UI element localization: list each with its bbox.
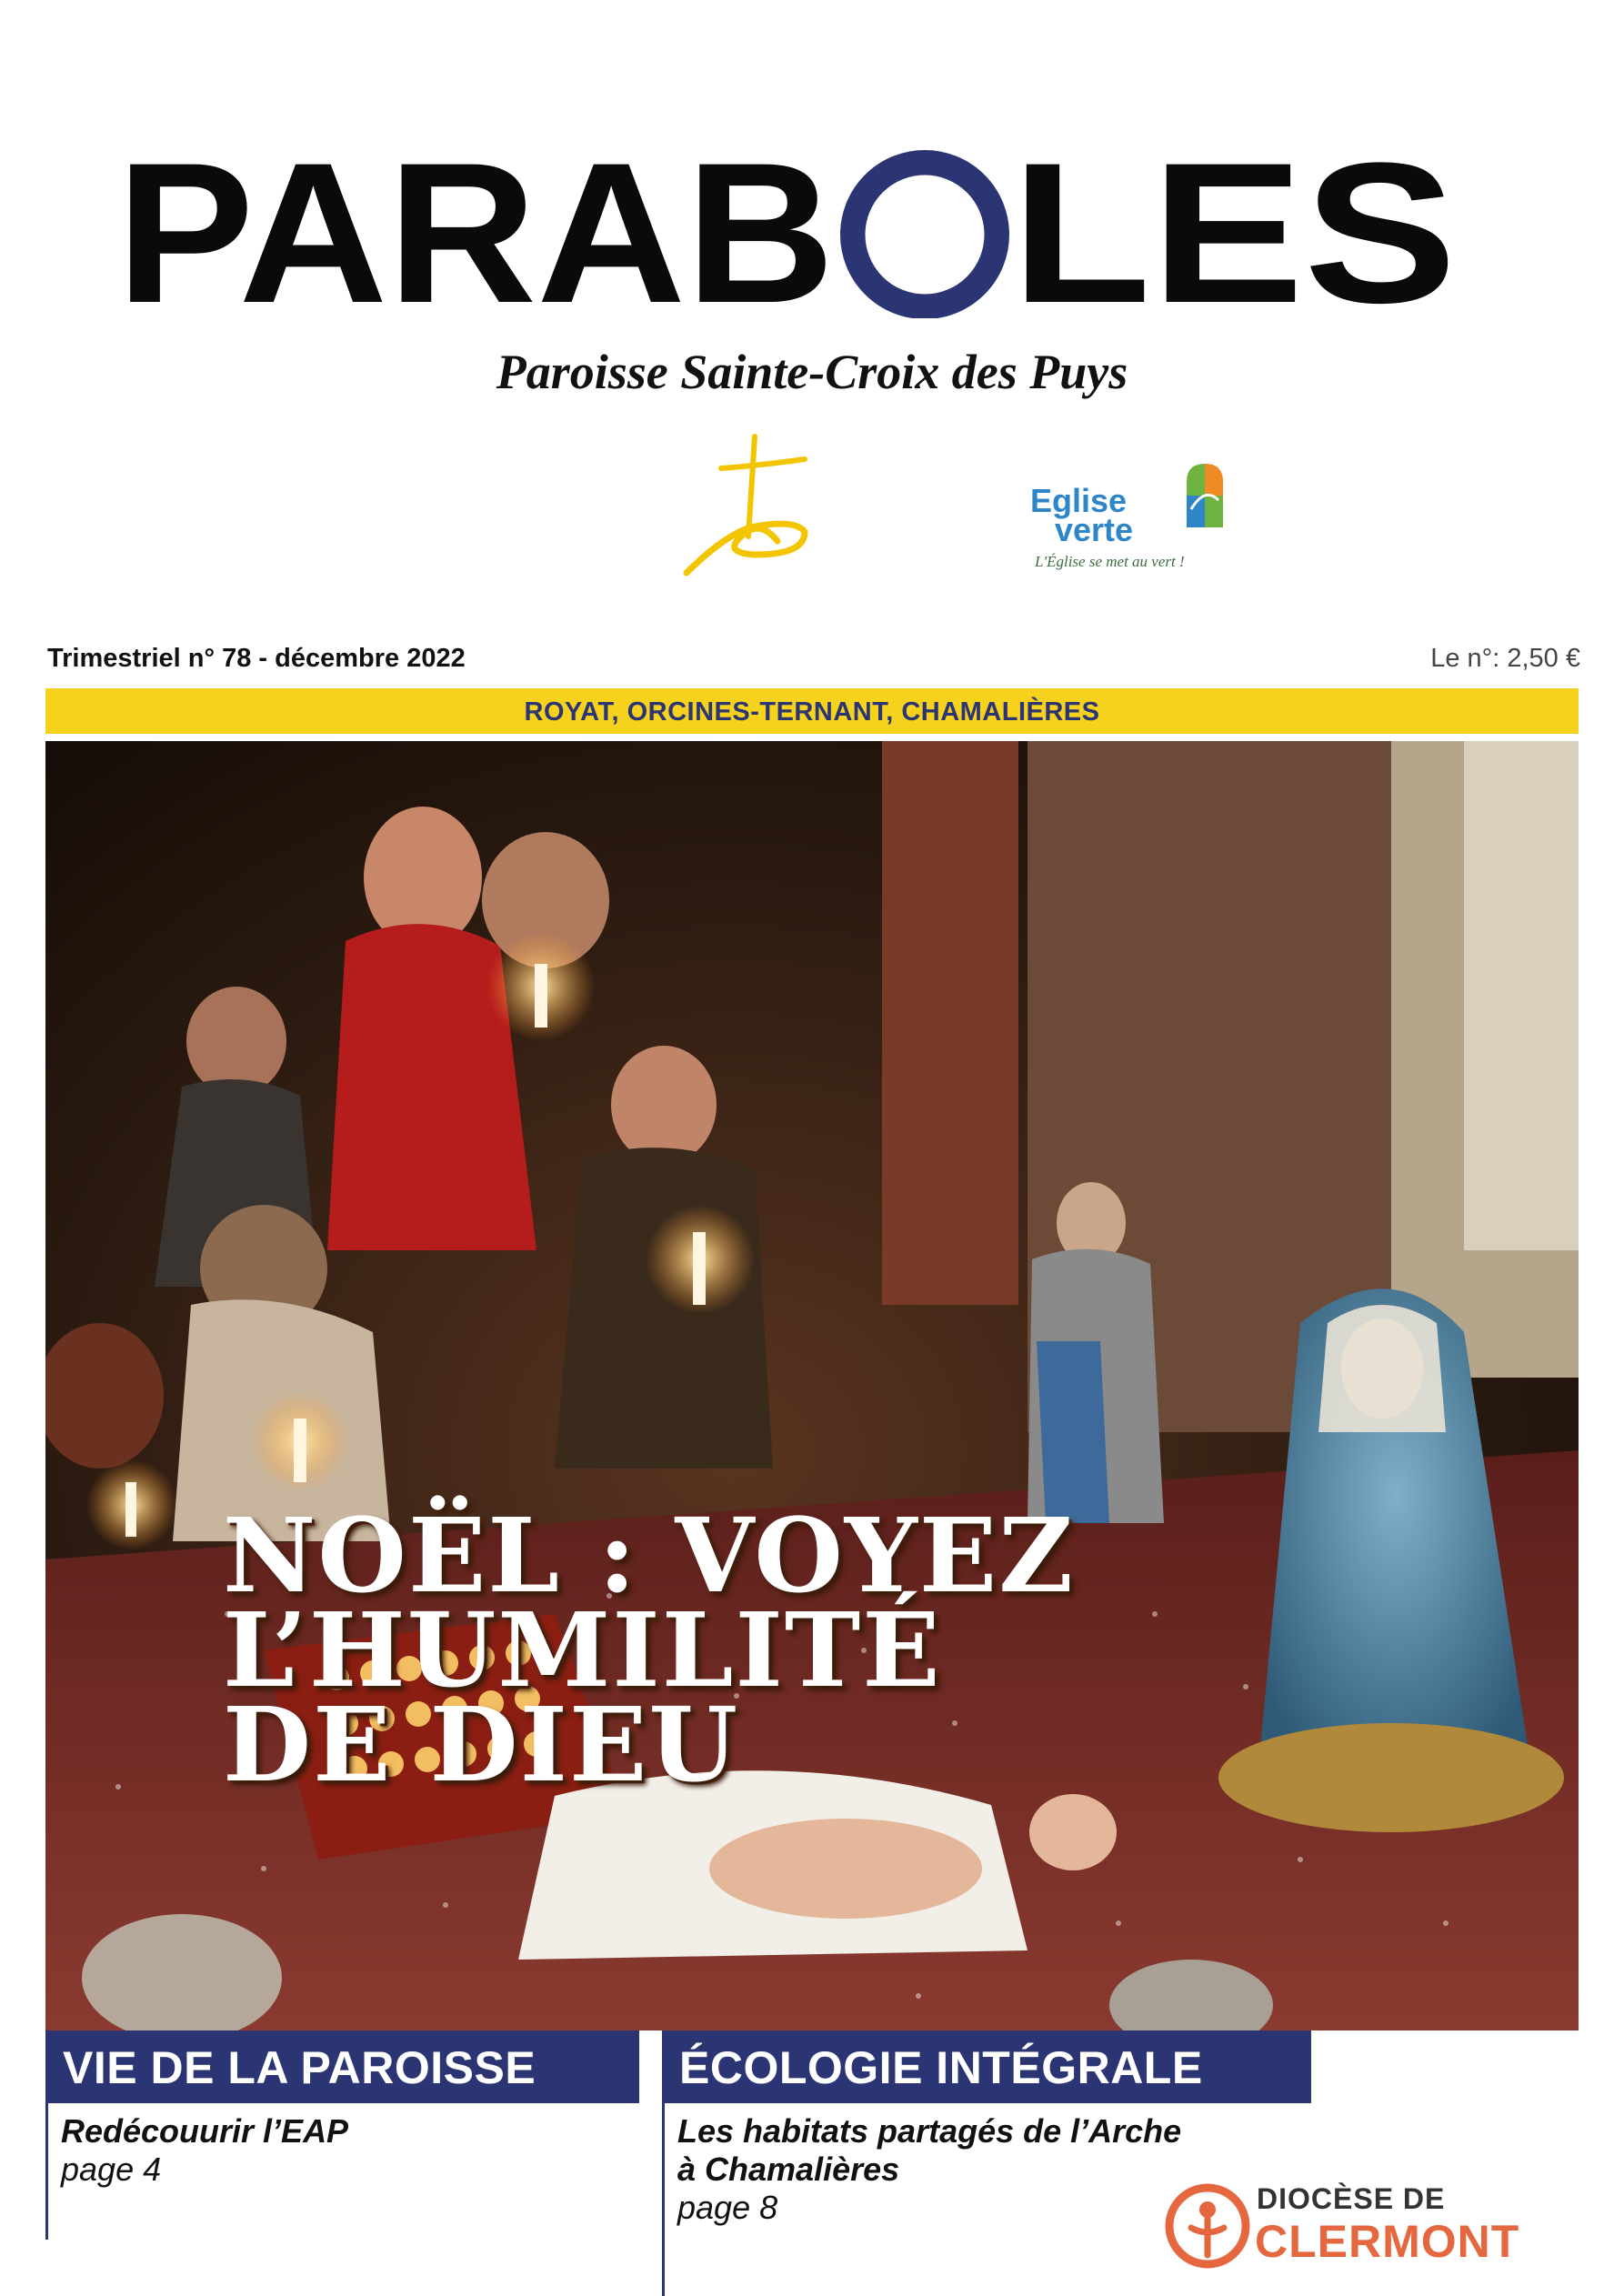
article-title-line2: à Chamalières [677, 2151, 900, 2188]
diocese-line2: CLERMONT [1255, 2216, 1520, 2267]
headline-line3: DE DIEU [223, 1686, 740, 1805]
parish-cross-logo [668, 427, 850, 587]
title-suffix: LES [1011, 127, 1457, 318]
headline-line2: L’HUMILITÉ [223, 1591, 942, 1710]
issue-info: Trimestriel n° 78 - décembre 2022 [47, 644, 466, 673]
cover-photo-nativity [45, 741, 1579, 2030]
section-heading: VIE DE LA PAROISSE [48, 2030, 639, 2103]
article-page: page 8 [677, 2189, 778, 2226]
eglise-verte-tagline: L'Église se met au vert ! [1035, 553, 1185, 570]
section-heading: ÉCOLOGIE INTÉGRALE [665, 2030, 1311, 2103]
masthead-title [0, 127, 1624, 318]
title-o-ring [854, 164, 996, 306]
article-page: page 4 [61, 2151, 162, 2188]
issue-price: Le n°: 2,50 € [1430, 644, 1580, 673]
headline-line1: NOËL : VOYEZ [223, 1497, 1075, 1616]
cover-headline [223, 1497, 1314, 1805]
article-title-line1: Les habitats partagés de l’Arche [677, 2112, 1182, 2150]
article-title: Redécouurir l’EAP [61, 2112, 349, 2150]
eglise-verte-word2: verte [1055, 511, 1134, 548]
eglise-verte-word1: Eglise [1030, 482, 1128, 519]
diocese-line1: DIOCÈSE DE [1257, 2182, 1446, 2215]
masthead-subtitle: Paroisse Sainte-Croix des Puys [496, 345, 1128, 399]
section-vie-paroisse [45, 2030, 639, 2240]
region-band: ROYAT, ORCINES-TERNANT, CHAMALIÈRES [45, 688, 1579, 734]
title-prefix: PARAB [116, 127, 835, 318]
section-body [48, 2103, 639, 2189]
